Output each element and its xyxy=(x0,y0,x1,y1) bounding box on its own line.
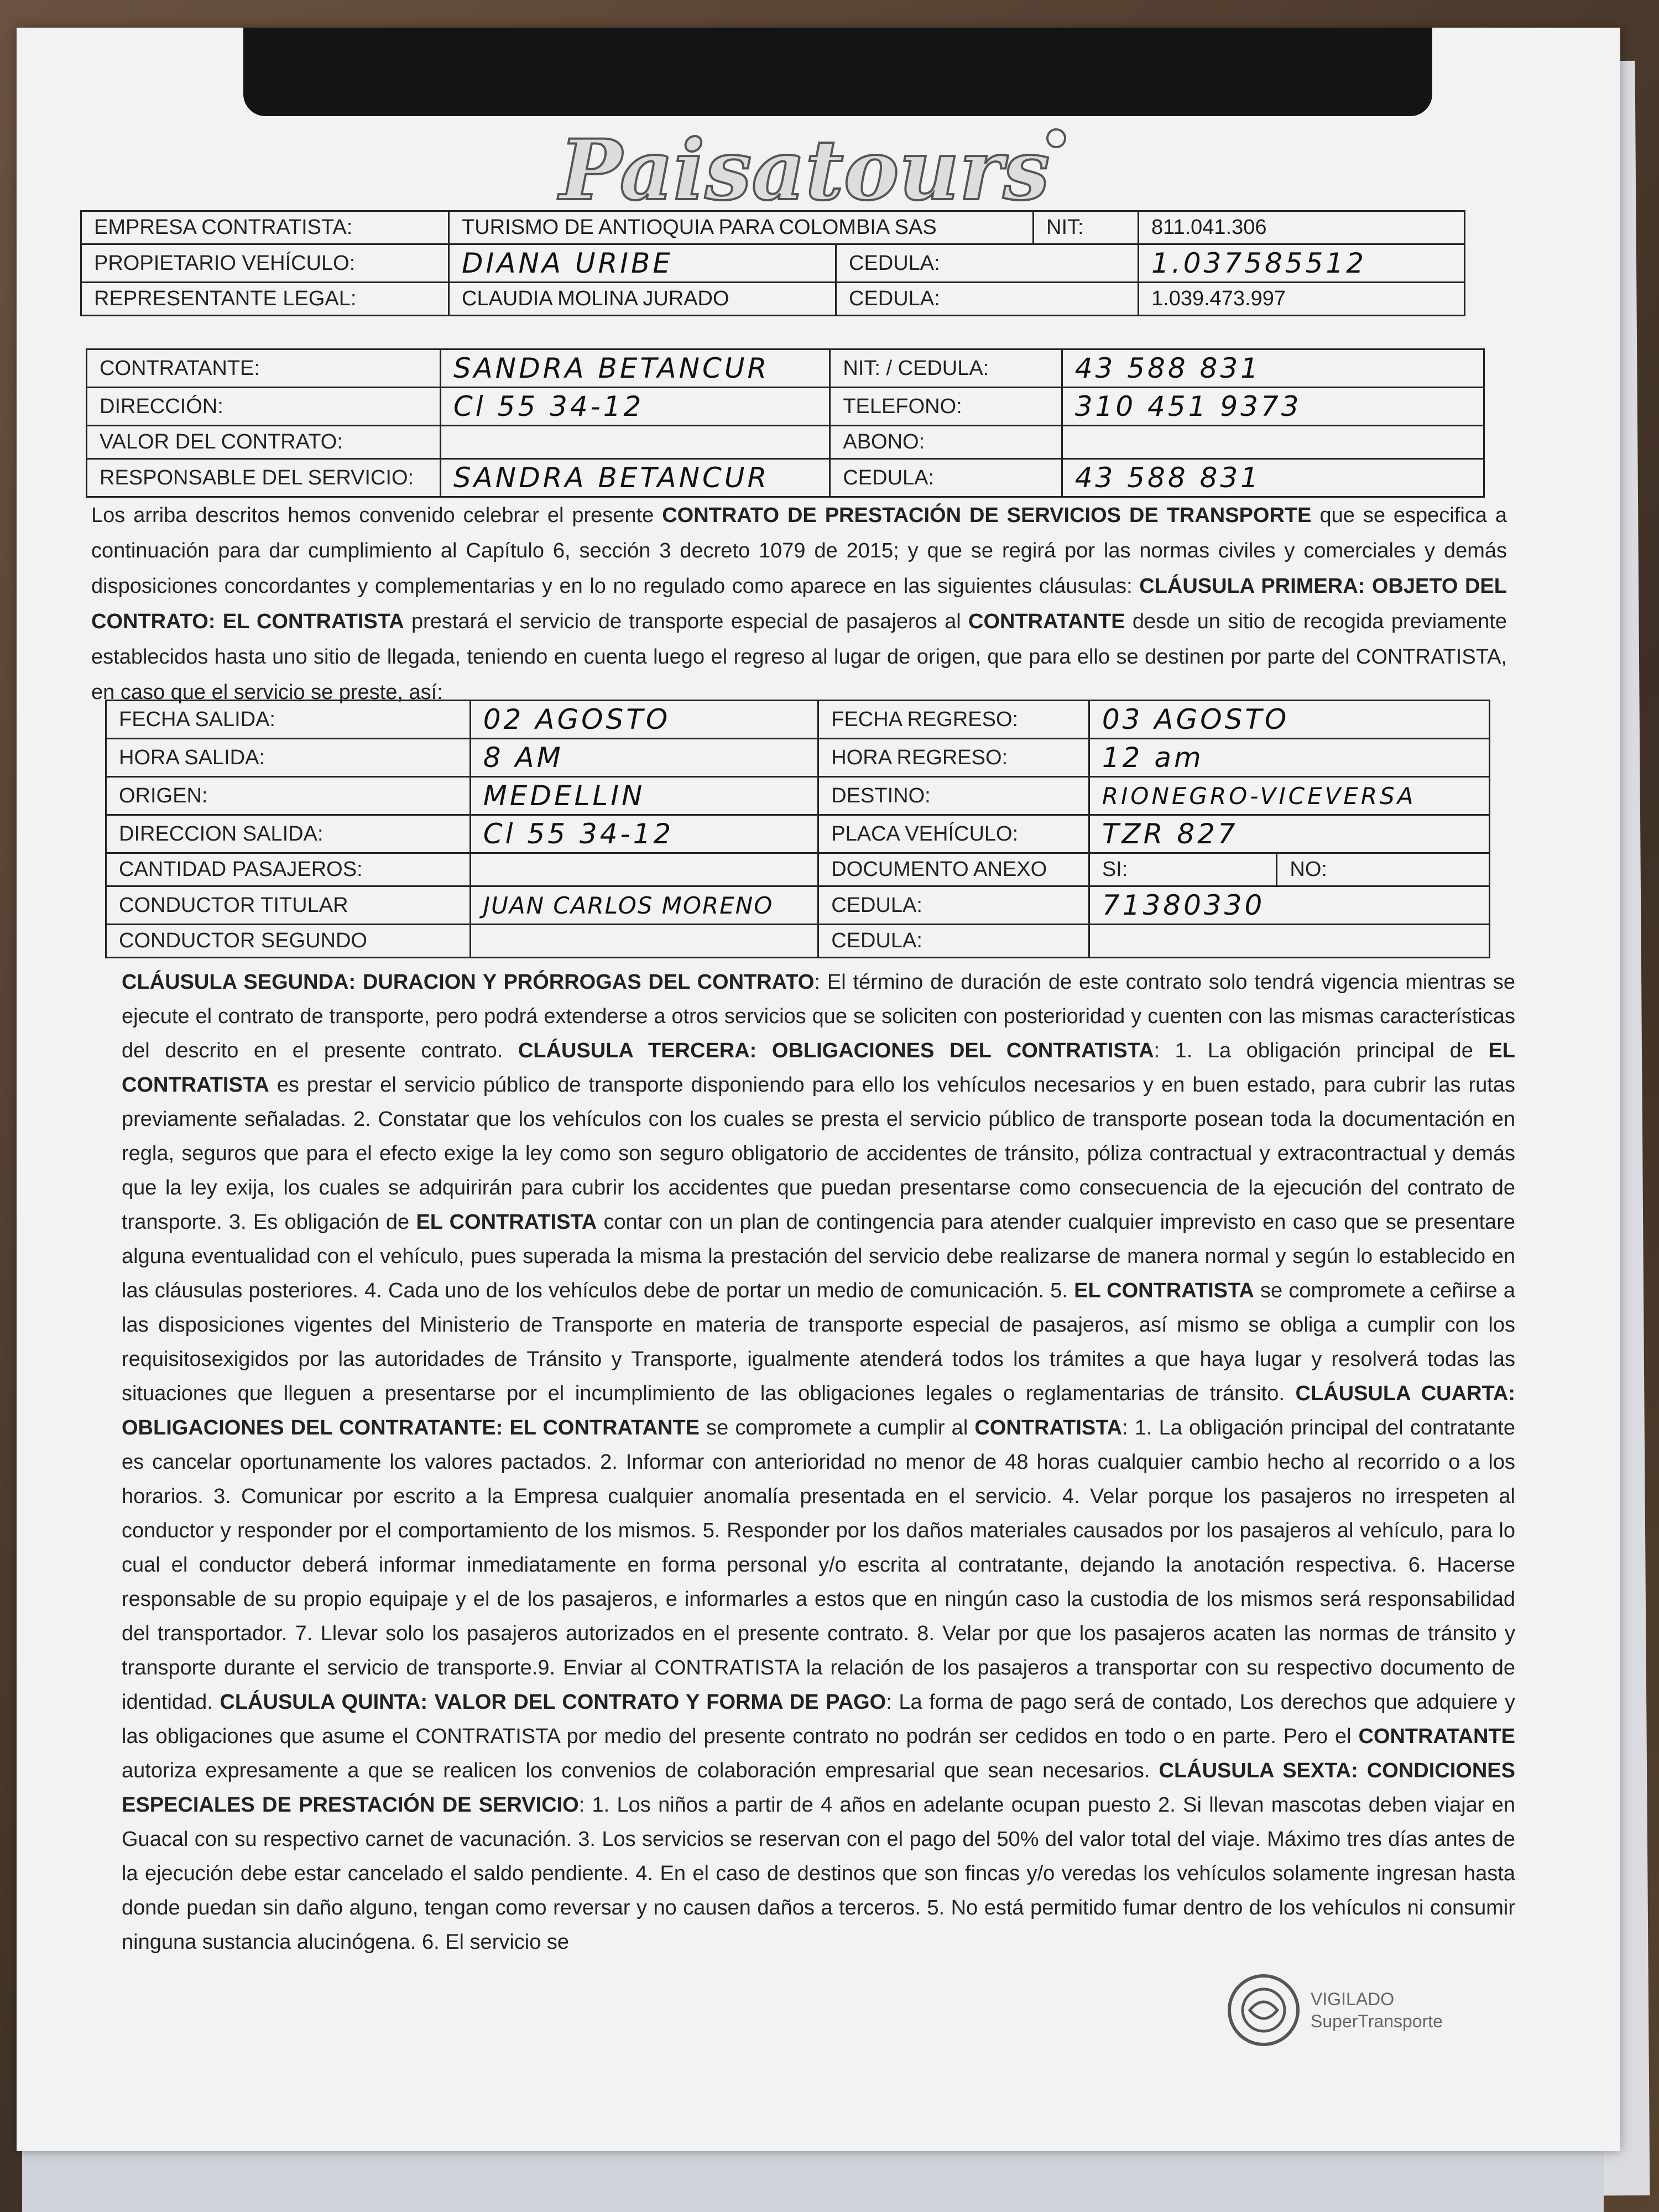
clause-1-heading: CLÁUSULA PRIMERA: OBJETO DEL CONTRATO: EL CONTRATISTA xyxy=(91,575,1507,633)
clause-4-heading: CLÁUSULA CUARTA: OBLIGACIONES DEL CONTRATANTE: EL CONTRATANTE xyxy=(122,1382,1516,1439)
abono-value xyxy=(1062,426,1484,459)
telefono-label: TELEFONO: xyxy=(830,388,1062,426)
hora-regreso-value: 12 am xyxy=(1089,739,1489,777)
clause-5-contratante: CONTRATANTE xyxy=(1358,1725,1515,1748)
intro-text-3: prestará el servicio de transporte especial de pasajeros al xyxy=(404,610,968,633)
nit-value: 811.041.306 xyxy=(1139,211,1465,244)
conductor-segundo-cedula xyxy=(1089,925,1489,958)
intro-contract-title: CONTRATO DE PRESTACIÓN DE SERVICIOS DE TRANSPORTE xyxy=(662,504,1312,527)
cantidad-label: CANTIDAD PASAJEROS: xyxy=(106,853,471,886)
company-table xyxy=(80,210,1465,316)
clause-5-text-b: autoriza expresamente a que se realicen los convenios de colaboración empresarial que sean necesarios. xyxy=(122,1759,1159,1782)
clause-6-text: : 1. Los niños a partir de 4 años en adelante ocupan puesto 2. Si llevan mascotas deben viajar en Guacal con su respectivo carnet de vacunación. 3. Los servicios se reservan con el pago del 50% del valor total del viaje. Máximo tres días antes de la ejecución debe estar cancelado el saldo pendiente. 4. En el caso de destinos que son fincas y/o veredas los vehículos solamente ingresan hasta donde puedan sin daño alguno, tengan como reversar y no causen daños a terceros. 5. No está permitido fumar dentro de los vehículos ni consumir ninguna sustancia alucinógena. 6. El servicio se xyxy=(122,1793,1515,1954)
direccion-label: DIRECCIÓN: xyxy=(87,388,441,426)
hora-salida-label: HORA SALIDA: xyxy=(106,739,471,777)
intro-paragraph xyxy=(91,498,1507,710)
contract-page xyxy=(17,28,1620,2151)
destino-label: DESTINO: xyxy=(818,777,1089,815)
clause-3-heading: CLÁUSULA TERCERA: OBLIGACIONES DEL CONTRATISTA xyxy=(518,1039,1154,1062)
clause-3-text-d: se compromete a ceñirse a las disposiciones vigentes del Ministerio de Transporte en materia de transporte especial de pasajeros, así mismo se obliga a cumplir con los requisitosexigidos por las autoridades de Tránsito y Transporte, igualmente atenderá todos los trámites a que haya lugar y resolverá todas las situaciones que lleguen a presentarse por el incumplimiento de las obligaciones legales o reglamentarias de tránsito. xyxy=(122,1279,1515,1405)
vigilado-stamp xyxy=(1228,1974,1443,2046)
origen-label: ORIGEN: xyxy=(106,777,471,815)
client-table xyxy=(86,348,1485,498)
destino-value: RIONEGRO-VICEVERSA xyxy=(1089,777,1489,815)
cantidad-value xyxy=(470,853,818,886)
empresa-label: EMPRESA CONTRATISTA: xyxy=(81,211,449,244)
contratante-value: SANDRA BETANCUR xyxy=(440,349,830,388)
conductor-segundo-value xyxy=(470,925,818,958)
responsable-label: RESPONSABLE DEL SERVICIO: xyxy=(87,459,441,497)
intro-text-4: desde un sitio de recogida previamente establecidos hasta uno sitio de llegada, teniendo en cuenta luego el regreso al lugar de origen, que para ello se destinen por parte del CONTRATISTA, en caso que el servicio se preste, así: xyxy=(91,610,1507,704)
conductor-titular-cedula: 71380330 xyxy=(1089,886,1489,925)
direccion-salida-label: DIRECCION SALIDA: xyxy=(106,815,471,853)
clause-3-contratista: EL CONTRATISTA xyxy=(122,1039,1515,1097)
empresa-value: TURISMO DE ANTIOQUIA PARA COLOMBIA SAS xyxy=(449,211,1034,244)
clause-5-text-a: : La forma de pago será de contado, Los derechos que adquiere y las obligaciones que asume el CONTRATISTA por medio del presente contrato no podrán ser cedidos en todo o en parte. Pero el xyxy=(122,1691,1515,1748)
clause-3-contratista-2: EL CONTRATISTA xyxy=(416,1211,597,1234)
conductor-titular-label: CONDUCTOR TITULAR xyxy=(106,886,471,925)
clause-4-text-b: : 1. La obligación principal del contratante es cancelar oportunamente los valores pactados. 2. Informar con anterioridad no menor de 48 horas cualquier cambio hecho al recorrido o a los horarios. 3. Comunicar por escrito a la Empresa cualquier anomalía presentada en el servicio. 4. Velar porque los pasajeros no irrespeten al conductor y responder por el comportamiento de los mismos. 5. Responder por los daños materiales causados por los pasajeros al vehículo, para lo cual el conductor deberá informar inmediatamente en forma personal y/o escrita al contratante, dejando la anotación respectiva. 6. Hacerse responsable de su propio equipaje y el de los pasajeros, e informarles a estos que en ningún caso la custodia de los mismos será responsabilidad del transportador. 7. Llevar solo los pasajeros autorizados en el presente contrato. 8. Velar por que los pasajeros acaten las normas de tránsito y transporte durante el servicio de transporte.9. Enviar al CONTRATISTA la relación de los pasajeros a transportar con su respectivo documento de identidad. xyxy=(122,1416,1515,1714)
intro-contratante: CONTRATANTE xyxy=(968,610,1125,633)
valor-value xyxy=(440,426,830,459)
origen-value: MEDELLIN xyxy=(470,777,818,815)
conductor-segundo-label: CONDUCTOR SEGUNDO xyxy=(106,925,471,958)
supertransporte-seal-icon xyxy=(1228,1974,1300,2046)
placa-value: TZR 827 xyxy=(1089,815,1489,853)
no-label: NO: xyxy=(1277,853,1490,886)
clause-3-text-c: contar con un plan de contingencia para atender cualquier imprevisto en caso que se presentare alguna eventualidad con el vehículo, pues superada la misma la prestación del servicio debe realizarse de manera normal y según lo establecido en las cláusulas posteriores. 4. Cada uno de los vehículos debe de portar un medio de comunicación. 5. xyxy=(122,1211,1515,1302)
responsable-cedula-label: CEDULA: xyxy=(830,459,1062,497)
hora-regreso-label: HORA REGRESO: xyxy=(818,739,1089,777)
abono-label: ABONO: xyxy=(830,426,1062,459)
propietario-label: PROPIETARIO VEHÍCULO: xyxy=(81,244,449,283)
propietario-value: DIANA URIBE xyxy=(449,244,836,283)
responsable-value: SANDRA BETANCUR xyxy=(440,459,830,497)
contratante-label: CONTRATANTE: xyxy=(87,349,441,388)
clause-3-text-a: : 1. La obligación principal de xyxy=(1154,1039,1489,1062)
clause-2-text: : El término de duración de este contrato solo tendrá vigencia mientras se ejecute el contrato de transporte, pero podrá extenderse a otros servicios que se soliciten con posterioridad y cuenten con las mismas características del descrito en el presente contrato. xyxy=(122,971,1515,1062)
representante-cedula-label: CEDULA: xyxy=(836,283,1139,316)
conductor-segundo-cedula-label: CEDULA: xyxy=(818,925,1089,958)
clause-3-contratista-3: EL CONTRATISTA xyxy=(1074,1279,1254,1302)
clause-5-heading: CLÁUSULA QUINTA: VALOR DEL CONTRATO Y FORMA DE PAGO xyxy=(220,1691,886,1714)
fecha-salida-label: FECHA SALIDA: xyxy=(106,701,471,739)
si-label: SI: xyxy=(1089,853,1277,886)
logo-text: Paisatours xyxy=(559,122,1050,219)
nit-cedula-label: NIT: / CEDULA: xyxy=(830,349,1062,388)
vigilado-label: VIGILADO xyxy=(1311,1989,1395,2009)
placa-label: PLACA VEHÍCULO: xyxy=(818,815,1089,853)
hora-salida-value: 8 AM xyxy=(470,739,818,777)
telefono-value: 310 451 9373 xyxy=(1062,388,1484,426)
valor-label: VALOR DEL CONTRATO: xyxy=(87,426,441,459)
intro-text-1: Los arriba descritos hemos convenido celebrar el presente xyxy=(91,504,662,527)
clause-2-heading: CLÁUSULA SEGUNDA: DURACION Y PRÓRROGAS DEL CONTRATO xyxy=(122,971,815,994)
propietario-cedula: 1.037585512 xyxy=(1139,244,1465,283)
conductor-titular-value: JUAN CARLOS MORENO xyxy=(470,886,818,925)
propietario-cedula-label: CEDULA: xyxy=(836,244,1139,283)
representante-value: CLAUDIA MOLINA JURADO xyxy=(449,283,836,316)
representante-cedula: 1.039.473.997 xyxy=(1139,283,1465,316)
representante-label: REPRESENTANTE LEGAL: xyxy=(81,283,449,316)
direccion-value: Cl 55 34-12 xyxy=(440,388,830,426)
clause-3-text-b: es prestar el servicio público de transporte disponiendo para ello los vehículos necesarios y en buen estado, para cubrir las rutas previamente señaladas. 2. Constatar que los vehículos con los cuales se presta el servicio público de transporte posean toda la documentación en regla, seguros que para el efecto exige la ley como son seguro obligatorio de accidentes de tránsito, póliza contractual y extracontractual y demás que la ley exija, los cuales se adquirirán para cubrir los accidentes que puedan presentarse como consecuencia de la ejecución del contrato de transporte. 3. Es obligación de xyxy=(122,1073,1515,1234)
intro-text-2: que se especifica a continuación para dar cumplimiento al Capítulo 6, sección 3 decreto 1079 de 2015; y que se regirá por las normas civiles y comerciales y demás disposiciones concordantes y complementarias y en lo no regulado como aparece en las siguientes cláusulas: xyxy=(91,504,1507,598)
fecha-regreso-label: FECHA REGRESO: xyxy=(818,701,1089,739)
fecha-salida-value: 02 AGOSTO xyxy=(470,701,818,739)
documento-label: DOCUMENTO ANEXO xyxy=(818,853,1089,886)
trip-table xyxy=(105,700,1490,958)
clipboard-clip xyxy=(243,28,1432,116)
clause-4-contratista: CONTRATISTA xyxy=(974,1416,1123,1439)
clause-4-text-a: se compromete a cumplir al xyxy=(700,1416,975,1439)
supertransporte-label: SuperTransporte xyxy=(1311,2011,1443,2031)
clauses-body xyxy=(122,965,1515,1959)
nit-cedula-value: 43 588 831 xyxy=(1062,349,1484,388)
responsable-cedula: 43 588 831 xyxy=(1062,459,1484,497)
direccion-salida-value: Cl 55 34-12 xyxy=(470,815,818,853)
fecha-regreso-value: 03 AGOSTO xyxy=(1089,701,1489,739)
nit-label: NIT: xyxy=(1034,211,1139,244)
conductor-titular-cedula-label: CEDULA: xyxy=(818,886,1089,925)
clause-6-heading: CLÁUSULA SEXTA: CONDICIONES ESPECIALES DE PRESTACIÓN DE SERVICIO xyxy=(122,1759,1515,1817)
